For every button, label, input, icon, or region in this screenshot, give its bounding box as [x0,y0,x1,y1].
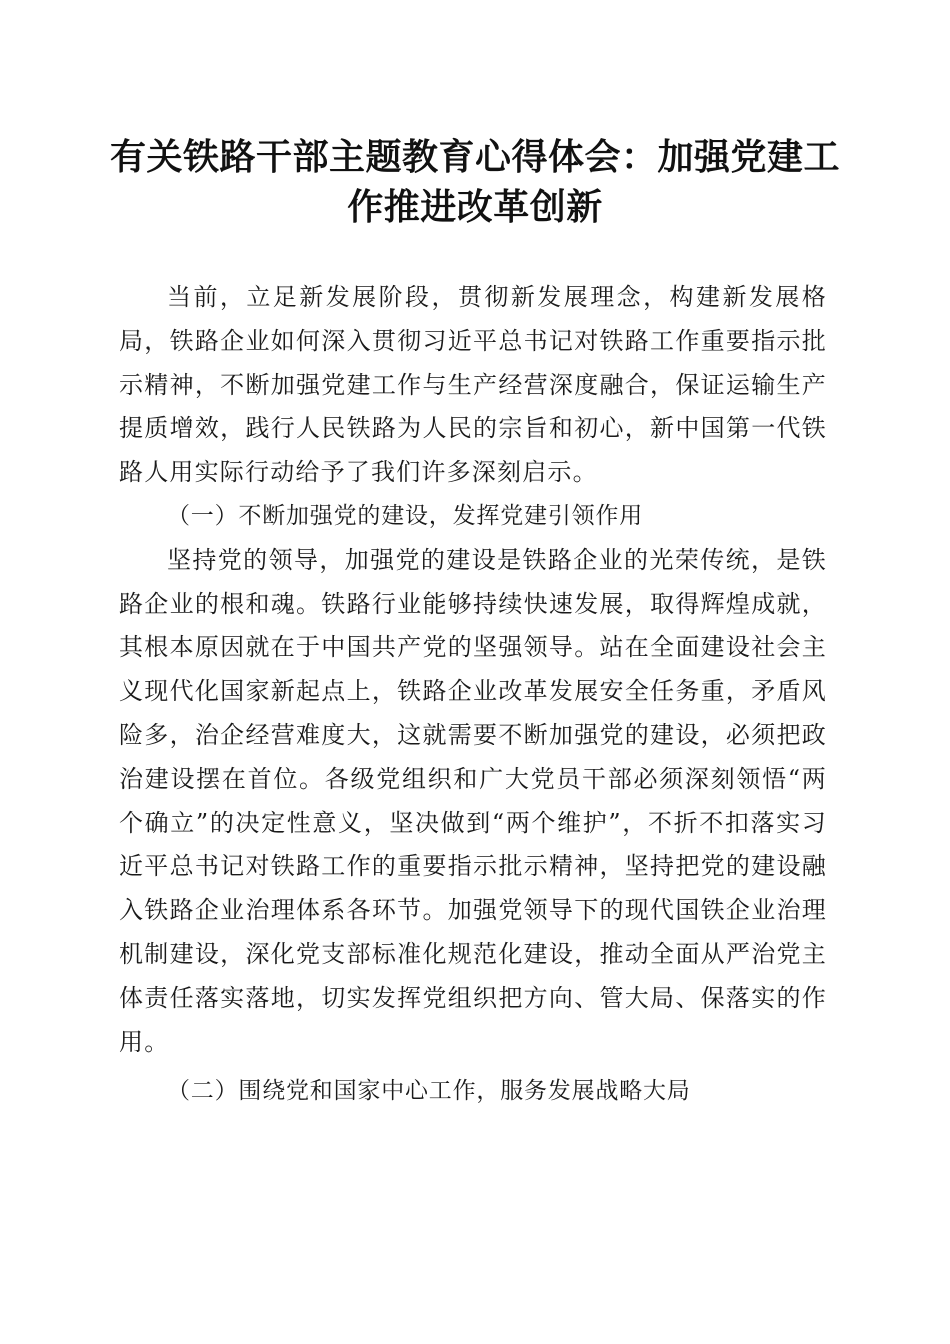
title-line-2: 作推进改革创新 [347,186,603,228]
section-1-paragraph: 坚持党的领导，加强党的建设是铁路企业的光荣传统，是铁路企业的根和魂。铁路行业能够持续快速发展，取得辉煌成就，其根本原因就在于中国共产党的坚强领导。站在全面建设社会主义现代化国家新起点上，铁路企业改革发展安全任务重，矛盾风险多，治企经营难度大，这就需要不断加强党的建设，必须把政治建设摆在首位。各级党组织和广大党员干部必须深刻领悟“两个确立”的决定性意义，坚决做到“两个维护”，不折不扣落实习近平总书记对铁路工作的重要指示批示精神，坚持把党的建设融入铁路企业治理体系各环节。加强党领导下的现代国铁企业治理机制建设，深化党支部标准化规范化建设，推动全面从严治党主体责任落实落地，切实发挥党组织把方向、管大局、保落实的作用。 [119,545,827,1056]
document-body [119,276,827,1114]
section-1-heading: （一）不断加强党的建设，发挥党建引领作用 [167,502,643,529]
title-line-1: 有关铁路干部主题教育心得体会：加强党建工 [109,136,840,178]
section-2-heading: （二）围绕党和国家中心工作，服务发展战略大局 [167,1078,691,1105]
document-title [100,132,850,232]
intro-paragraph: 当前，立足新发展阶段，贯彻新发展理念，构建新发展格局，铁路企业如何深入贯彻习近平总书记对铁路工作重要指示批示精神，不断加强党建工作与生产经营深度融合，保证运输生产提质增效，践行人民铁路为人民的宗旨和初心，新中国第一代铁路人用实际行动给予了我们许多深刻启示。 [119,283,827,487]
